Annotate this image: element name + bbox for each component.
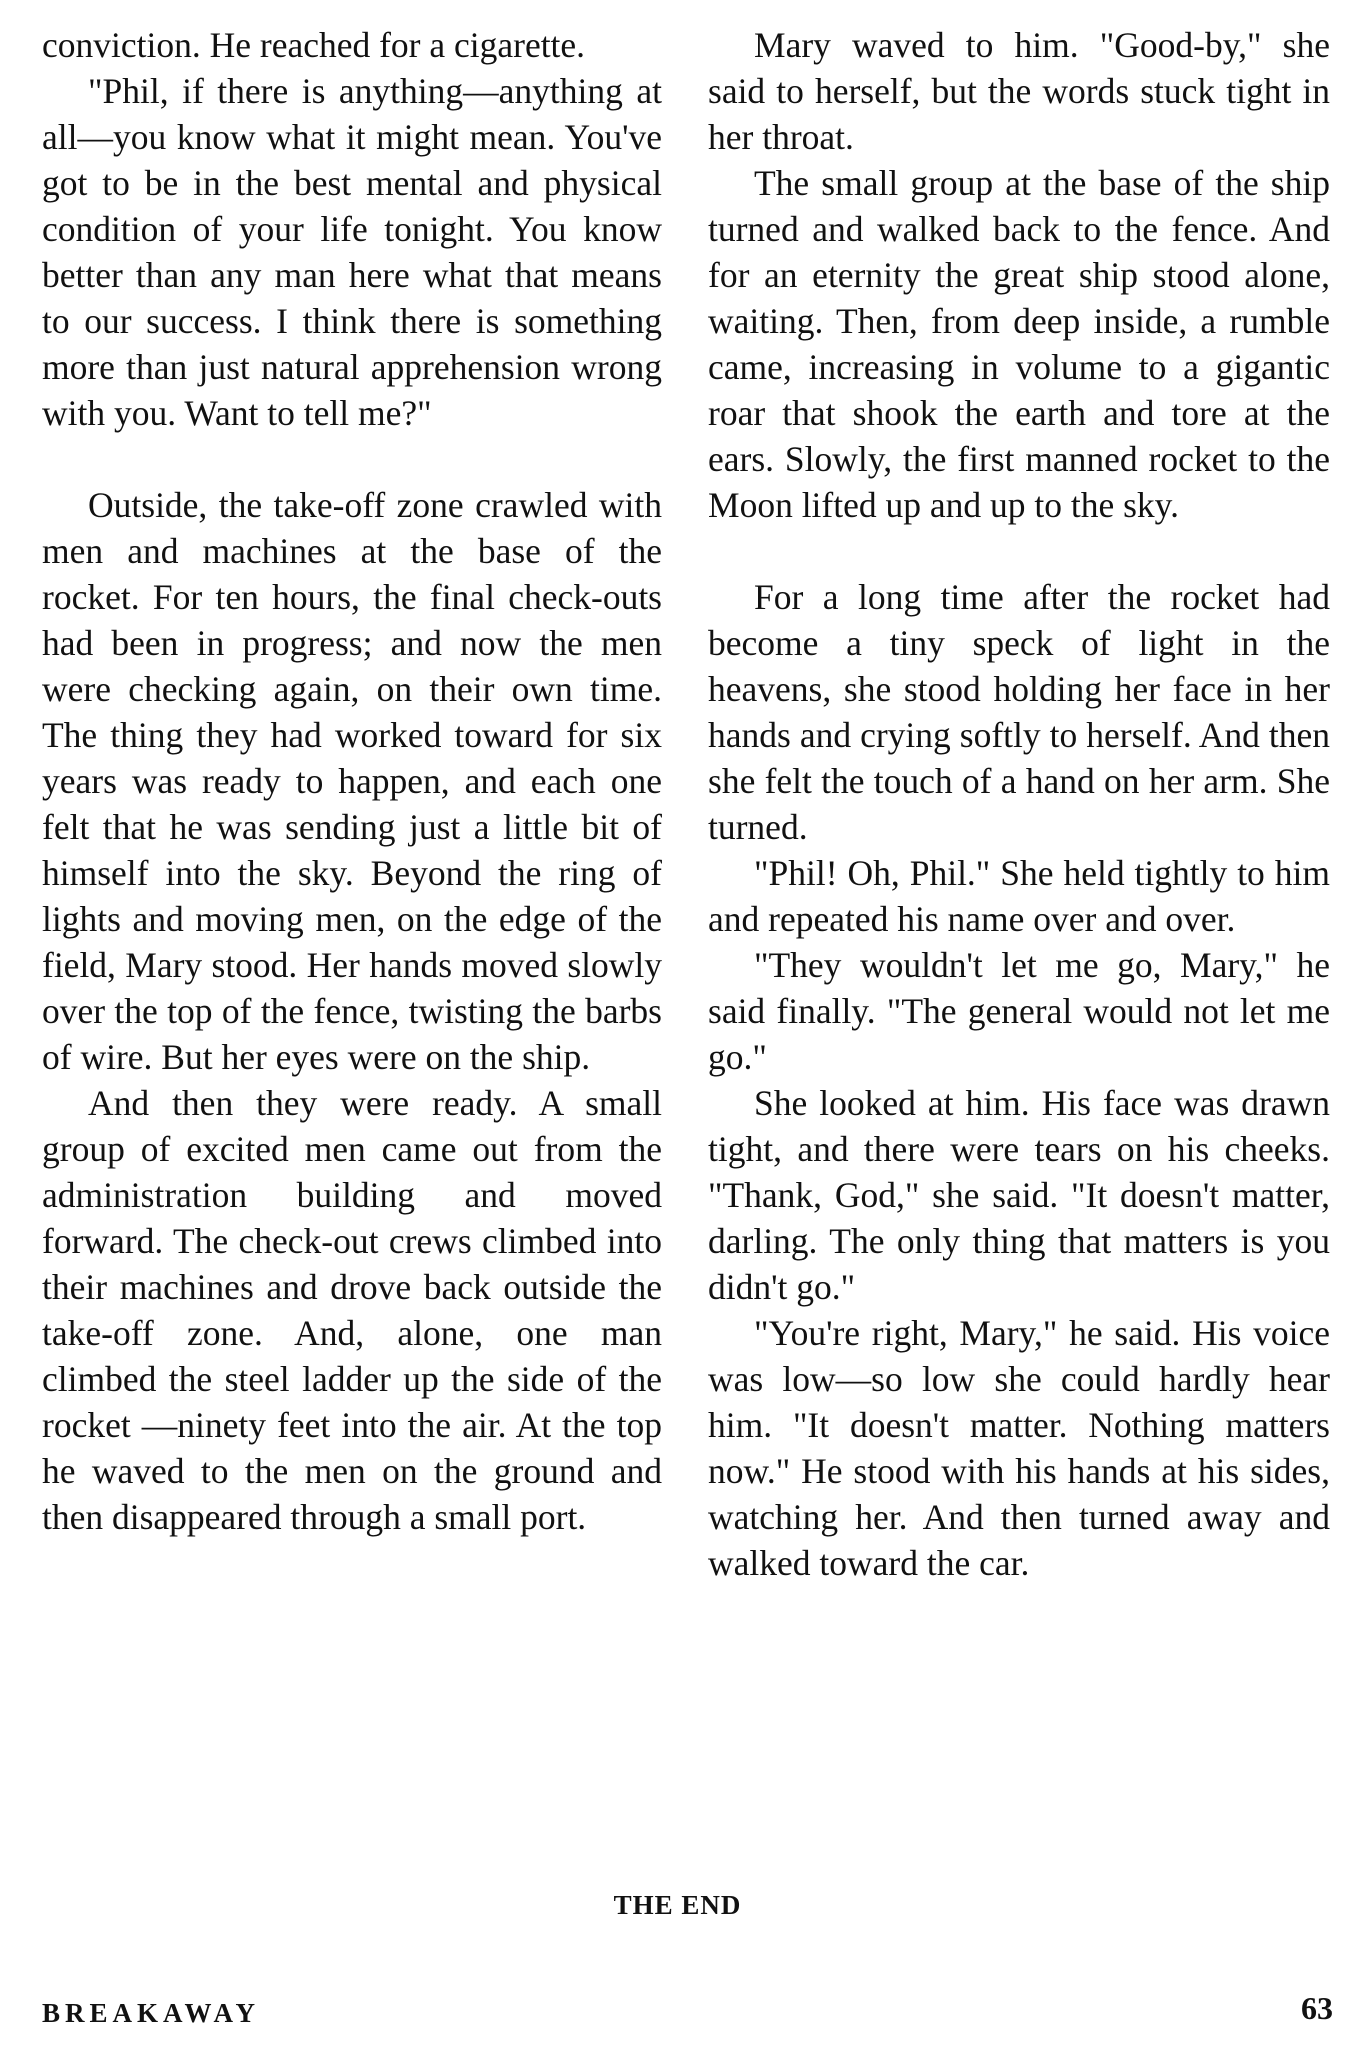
running-footer-title: BREAKAWAY <box>42 1998 261 2028</box>
right-column <box>708 22 1330 1586</box>
paragraph: "Phil, if there is anything—anything at all—you know what it might mean. You've got to be in the best mental and physical condition of your life tonight. You know better than any man here what that means to our success. I think there is something more than just natural apprehension wrong with you. Want to tell me?" <box>42 71 662 433</box>
paragraph: Outside, the take-off zone crawled with men and machines at the base of the rocket. For ten hours, the final check-outs had been in progress; and now the men were checking again, on their own time. The thing they had worked toward for six years was ready to happen, and each one felt that he was sending just a little bit of himself into the sky. Beyond the ring of lights and moving men, on the edge of the field, Mary stood. Her hands moved slowly over the top of the fence, twisting the barbs of wire. But her eyes were on the ship. <box>42 485 662 1077</box>
paragraph: "Phil! Oh, Phil." She held tightly to him and repeated his name over and over. <box>708 853 1330 939</box>
story-end-mark: THE END <box>613 1890 742 1920</box>
paragraph: She looked at him. His face was drawn tight, and there were tears on his cheeks. "Thank, God," she said. "It doesn't matter, darling. The only thing that matters is you didn't go." <box>708 1083 1330 1307</box>
left-column <box>42 22 662 1540</box>
paragraph: "You're right, Mary," he said. His voice was low—so low she could hardly hear him. "It doesn't matter. Nothing matters now." He stood with his hands at his sides, watching her. And then turned away and walked toward the car. <box>708 1313 1330 1583</box>
page-number: 63 <box>1301 1990 1333 2026</box>
paragraph-continued: conviction. He reached for a cigarette. <box>42 25 586 65</box>
paragraph: For a long time after the rocket had become a tiny speck of light in the heavens, she stood holding her face in her hands and crying softly to herself. And then she felt the touch of a hand on her arm. She turned. <box>708 577 1330 847</box>
paragraph: The small group at the base of the ship turned and walked back to the fence. And for an eternity the great ship stood alone, waiting. Then, from deep inside, a rumble came, increasing in volume to a gigantic roar that shook the earth and tore at the ears. Slowly, the first manned rocket to the Moon lifted up and up to the sky. <box>708 163 1330 525</box>
paragraph: Mary waved to him. "Good-by," she said to herself, but the words stuck tight in her throat. <box>708 25 1330 157</box>
paragraph: And then they were ready. A small group of excited men came out from the administration building and moved forward. The check-out crews climbed into their machines and drove back outside the take-off zone. And, alone, one man climbed the steel ladder up the side of the rocket —ninety feet into the air. At the top he waved to the men on the ground and then disappeared through a small port. <box>42 1083 662 1537</box>
paragraph: "They wouldn't let me go, Mary," he said finally. "The general would not let me go." <box>708 945 1330 1077</box>
